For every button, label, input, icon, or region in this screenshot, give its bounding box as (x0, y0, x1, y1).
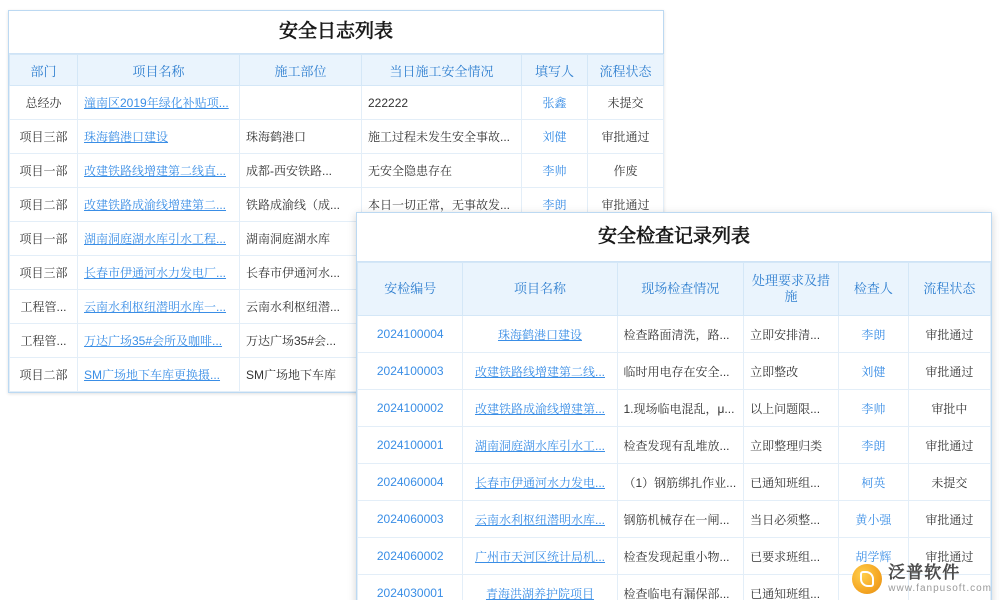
cell-project-link[interactable]: 长春市伊通河水力发电... (463, 464, 617, 501)
cell-part: 铁路成渝线（成... (240, 188, 362, 222)
cell-check-no[interactable]: 2024060002 (358, 538, 463, 575)
column-header-condition[interactable]: 当日施工安全情况 (362, 55, 522, 86)
cell-dept: 工程管... (10, 290, 78, 324)
cell-requirement: 立即整理归类 (744, 427, 839, 464)
cell-project-link[interactable]: 潼南区2019年绿化补贴项... (78, 86, 240, 120)
cell-project-link[interactable]: 珠海鹤港口建设 (463, 316, 617, 353)
table-row[interactable] (358, 427, 991, 464)
cell-project-link[interactable]: 改建铁路线增建第二线... (463, 353, 617, 390)
cell-situation: （1）钢筋绑扎作业... (617, 464, 744, 501)
cell-check-no[interactable]: 2024100003 (358, 353, 463, 390)
cell-condition: 222222 (362, 86, 522, 120)
cell-status: 未提交 (908, 464, 990, 501)
cell-status: 审批通过 (588, 188, 664, 222)
brand-site: www.fanpusoft.com (888, 582, 992, 594)
cell-inspector: 李帅 (839, 390, 909, 427)
cell-status: 审批通过 (908, 501, 990, 538)
cell-requirement: 当日必须整... (744, 501, 839, 538)
column-header-dept[interactable]: 部门 (10, 55, 78, 86)
table-row[interactable] (358, 464, 991, 501)
cell-dept: 项目三部 (10, 256, 78, 290)
cell-inspector: 胡学辉 (839, 538, 909, 575)
cell-dept: 工程管... (10, 324, 78, 358)
cell-dept: 项目一部 (10, 154, 78, 188)
cell-situation: 临时用电存在安全... (617, 353, 744, 390)
cell-status: 审批通过 (908, 538, 990, 575)
cell-project-link[interactable]: SM广场地下车库更换摄... (78, 358, 240, 392)
cell-check-no[interactable]: 2024100001 (358, 427, 463, 464)
cell-status: 审批通过 (908, 353, 990, 390)
cell-condition: 施工过程未发生安全事故... (362, 120, 522, 154)
cell-situation: 检查临电有漏保部... (617, 575, 744, 600)
cell-writer: 李帅 (522, 154, 588, 188)
cell-requirement: 已通知班组... (744, 464, 839, 501)
cell-part: 万达广场35#会... (240, 324, 362, 358)
column-header-project[interactable]: 项目名称 (78, 55, 240, 86)
cell-status: 作废 (588, 154, 664, 188)
cell-part (240, 86, 362, 120)
column-header-status[interactable]: 流程状态 (908, 263, 990, 316)
column-header-requirement[interactable]: 处理要求及措施 (744, 263, 839, 316)
table-header-row (358, 263, 991, 316)
cell-dept: 项目二部 (10, 358, 78, 392)
column-header-part[interactable]: 施工部位 (240, 55, 362, 86)
cell-requirement: 立即安排清... (744, 316, 839, 353)
cell-check-no[interactable]: 2024030001 (358, 575, 463, 600)
cell-status: 审批通过 (908, 427, 990, 464)
safety-log-title: 安全日志列表 (9, 11, 663, 54)
cell-status (908, 575, 990, 600)
cell-dept: 总经办 (10, 86, 78, 120)
cell-writer: 刘健 (522, 120, 588, 154)
cell-check-no[interactable]: 2024100002 (358, 390, 463, 427)
safety-check-title: 安全检查记录列表 (357, 213, 991, 262)
cell-part: 长春市伊通河水... (240, 256, 362, 290)
column-header-inspector[interactable]: 检查人 (839, 263, 909, 316)
cell-project-link[interactable]: 云南水利枢纽潜明水库一... (78, 290, 240, 324)
cell-project-link[interactable]: 长春市伊通河水力发电厂... (78, 256, 240, 290)
cell-requirement: 立即整改 (744, 353, 839, 390)
cell-part: 成都-西安铁路... (240, 154, 362, 188)
cell-project-link[interactable]: 广州市天河区统计局机... (463, 538, 617, 575)
cell-project-link[interactable]: 湖南洞庭湖水库引水工... (463, 427, 617, 464)
cell-project-link[interactable]: 珠海鹤港口建设 (78, 120, 240, 154)
cell-writer: 张鑫 (522, 86, 588, 120)
cell-inspector: 李朗 (839, 427, 909, 464)
cell-writer: 李朗 (522, 188, 588, 222)
cell-inspector: 黄小强 (839, 501, 909, 538)
cell-part: 珠海鹤港口 (240, 120, 362, 154)
cell-project-link[interactable]: 青海洪湖养护院项目 (463, 575, 617, 600)
cell-project-link[interactable]: 改建铁路成渝线增建第二... (78, 188, 240, 222)
cell-part: 云南水利枢纽潜... (240, 290, 362, 324)
cell-status: 未提交 (588, 86, 664, 120)
cell-requirement: 以上问题限... (744, 390, 839, 427)
table-row[interactable] (10, 86, 664, 120)
table-row[interactable] (358, 353, 991, 390)
cell-condition: 无安全隐患存在 (362, 154, 522, 188)
cell-situation: 钢筋机械存在一闸... (617, 501, 744, 538)
table-header-row (10, 55, 664, 86)
cell-project-link[interactable]: 改建铁路线增建第二线直... (78, 154, 240, 188)
column-header-status[interactable]: 流程状态 (588, 55, 664, 86)
table-row[interactable] (358, 538, 991, 575)
cell-dept: 项目三部 (10, 120, 78, 154)
safety-check-table (357, 262, 991, 600)
cell-project-link[interactable]: 万达广场35#会所及咖啡... (78, 324, 240, 358)
cell-part: 湖南洞庭湖水库 (240, 222, 362, 256)
cell-project-link[interactable]: 改建铁路成渝线增建第... (463, 390, 617, 427)
brand-name: 泛普软件 (888, 563, 961, 583)
cell-dept: 项目二部 (10, 188, 78, 222)
cell-status: 审批通过 (908, 316, 990, 353)
safety-check-panel (356, 212, 992, 600)
table-row[interactable] (10, 120, 664, 154)
cell-situation: 1.现场临电混乱，μ... (617, 390, 744, 427)
table-row[interactable] (358, 316, 991, 353)
cell-check-no[interactable]: 2024100004 (358, 316, 463, 353)
cell-check-no[interactable]: 2024060003 (358, 501, 463, 538)
cell-part: SM广场地下车库 (240, 358, 362, 392)
table-row[interactable] (358, 501, 991, 538)
cell-project-link[interactable]: 湖南洞庭湖水库引水工程... (78, 222, 240, 256)
column-header-situation[interactable]: 现场检查情况 (617, 263, 744, 316)
cell-inspector (839, 575, 909, 600)
column-header-project[interactable]: 项目名称 (463, 263, 617, 316)
cell-inspector: 柯英 (839, 464, 909, 501)
cell-requirement: 已通知班组... (744, 575, 839, 600)
cell-situation: 检查路面清洗，路... (617, 316, 744, 353)
cell-project-link[interactable]: 云南水利枢纽潜明水库... (463, 501, 617, 538)
cell-check-no[interactable]: 2024060004 (358, 464, 463, 501)
column-header-writer[interactable]: 填写人 (522, 55, 588, 86)
table-row[interactable] (358, 575, 991, 600)
cell-inspector: 刘健 (839, 353, 909, 390)
cell-situation: 检查发现起重小物... (617, 538, 744, 575)
cell-status: 审批通过 (588, 120, 664, 154)
cell-inspector: 李朗 (839, 316, 909, 353)
cell-requirement: 已要求班组... (744, 538, 839, 575)
cell-status: 审批中 (908, 390, 990, 427)
column-header-check-no[interactable]: 安检编号 (358, 263, 463, 316)
cell-situation: 检查发现有乱堆放... (617, 427, 744, 464)
cell-dept: 项目一部 (10, 222, 78, 256)
table-row[interactable] (358, 390, 991, 427)
table-row[interactable] (10, 154, 664, 188)
cell-condition: 本日一切正常，无事故发... (362, 188, 522, 222)
